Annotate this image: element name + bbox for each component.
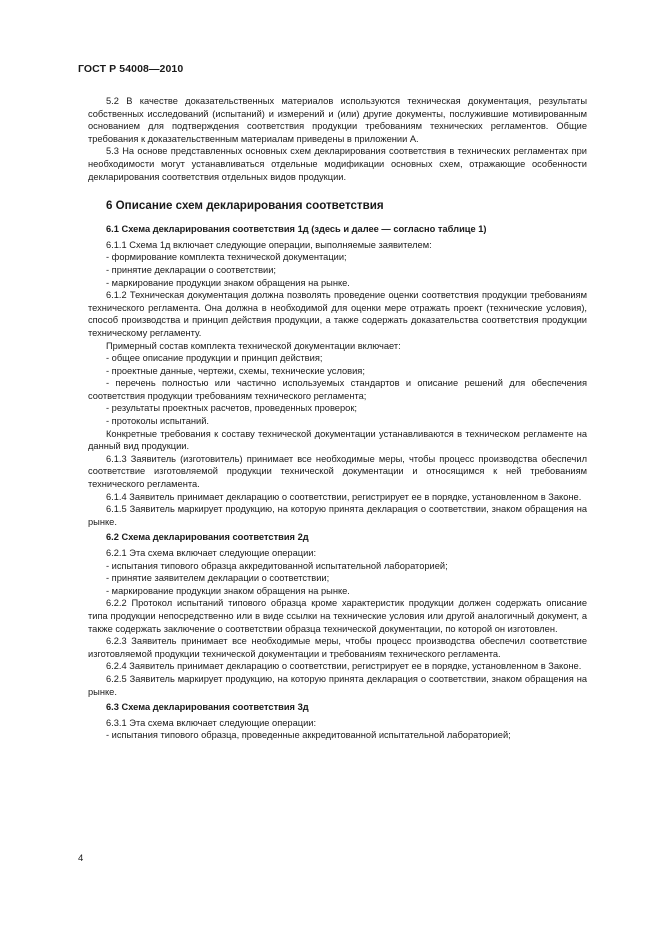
list-item: - принятие декларации о соответствии;: [106, 264, 277, 275]
paragraph-specific-requirements: Конкретные требования к составу технической документации устанавливаются в техническом регламенте на данный вид продукции.: [88, 428, 587, 452]
section-6-heading: 6 Описание схем декларирования соответствия: [106, 199, 384, 213]
paragraph-6-1-3: 6.1.3 Заявитель (изготовитель) принимает все необходимые меры, чтобы процесс производства обеспечил соответствие изготовляемой продукции технической документации и относящимся к ней требованиям технического регламента.: [88, 453, 587, 490]
paragraph-6-3-1: 6.3.1 Эта схема включает следующие операции:: [106, 717, 317, 728]
paragraph-doc-composition: Примерный состав комплекта технической документации включает:: [106, 340, 401, 351]
paragraph-6-2-2: 6.2.2 Протокол испытаний типового образца кроме характеристик продукции должен содержать описание типа продукции непосредственно или в виде ссылки на технические условия или другой аналогичный документ, а также содержать заключение о соответствии образца технической документации, по которой он изготовлен.: [88, 598, 587, 634]
document-body: [88, 95, 587, 742]
paragraph-6-1-2: 6.1.2 Техническая документация должна позволять проведение оценки соответствия продукции требованиям технического регламента. Она должна в необходимой для оценки мере отражать проект (технические условия), способ производства и принцип действия продукции, а также содержать доказательства соответствия продукции техническому регламенту.: [88, 290, 587, 338]
list-item: - маркирование продукции знаком обращения на рынке.: [106, 277, 350, 288]
document-header-code: ГОСТ Р 54008—2010: [78, 63, 184, 75]
list-item: - принятие заявителем декларации о соответствии;: [106, 573, 330, 584]
list-item: - испытания типового образца аккредитованной испытательной лабораторией;: [106, 560, 448, 571]
paragraph-5-3: 5.3 На основе представленных основных схем декларирования соответствия в технических регламентах при необходимости могут устанавливаться отдельные модификации основных схем, отражающие особенности декларирования соответствия отдельных видов продукции.: [88, 146, 587, 182]
page-number: 4: [78, 853, 84, 864]
paragraph-6-1-1: 6.1.1 Схема 1д включает следующие операции, выполняемые заявителем:: [106, 239, 432, 250]
list-item: - испытания типового образца, проведенные аккредитованной испытательной лабораторией;: [106, 730, 511, 741]
paragraph-6-1-5: 6.1.5 Заявитель маркирует продукцию, на которую принята декларация о соответствии, знаком обращения на рынке.: [88, 504, 587, 527]
paragraph-6-2-3: 6.2.3 Заявитель принимает все необходимые меры, чтобы процесс производства обеспечил соответствие изготовляемой продукции технической документации и требованиям технического регламента.: [88, 636, 587, 659]
list-item: - проектные данные, чертежи, схемы, технические условия;: [106, 365, 365, 376]
list-item: - результаты проектных расчетов, проведенных проверок;: [106, 403, 357, 414]
list-item: - протоколы испытаний.: [106, 416, 209, 427]
paragraph-6-2-5: 6.2.5 Заявитель маркирует продукцию, на которую принята декларация о соответствии, знаком обращения на рынке.: [88, 673, 587, 697]
subsection-6-1-heading: 6.1 Схема декларирования соответствия 1д (здесь и далее — согласно таблице 1): [106, 224, 487, 235]
subsection-6-3-heading: 6.3 Схема декларирования соответствия 3д: [106, 702, 309, 713]
list-item: - формирование комплекта технической документации;: [106, 252, 347, 263]
subsection-6-2-heading: 6.2 Схема декларирования соответствия 2д: [106, 532, 309, 543]
paragraph-6-1-4: 6.1.4 Заявитель принимает декларацию о соответствии, регистрирует ее в порядке, установленном в Законе.: [106, 491, 582, 502]
paragraph-6-2-4: 6.2.4 Заявитель принимает декларацию о соответствии, регистрирует ее в порядке, установленном в Законе.: [106, 661, 582, 672]
list-item: - общее описание продукции и принцип действия;: [106, 353, 323, 364]
list-item: - перечень полностью или частично используемых стандартов и описание решений для обеспечения соответствия продукции требованиям технического регламента;: [88, 378, 587, 401]
paragraph-5-2: 5.2 В качестве доказательственных материалов используются техническая документация, результаты собственных исследований (испытаний) и измерений и (или) другие документы, послужившие мотивированным основанием для подтверждения соответствия продукции требованиям технических регламентов. Общие требования к доказательственным материалам приведены в приложении А.: [88, 96, 587, 144]
paragraph-6-2-1: 6.2.1 Эта схема включает следующие операции:: [106, 548, 317, 558]
list-item: - маркирование продукции знаком обращения на рынке.: [106, 585, 350, 596]
